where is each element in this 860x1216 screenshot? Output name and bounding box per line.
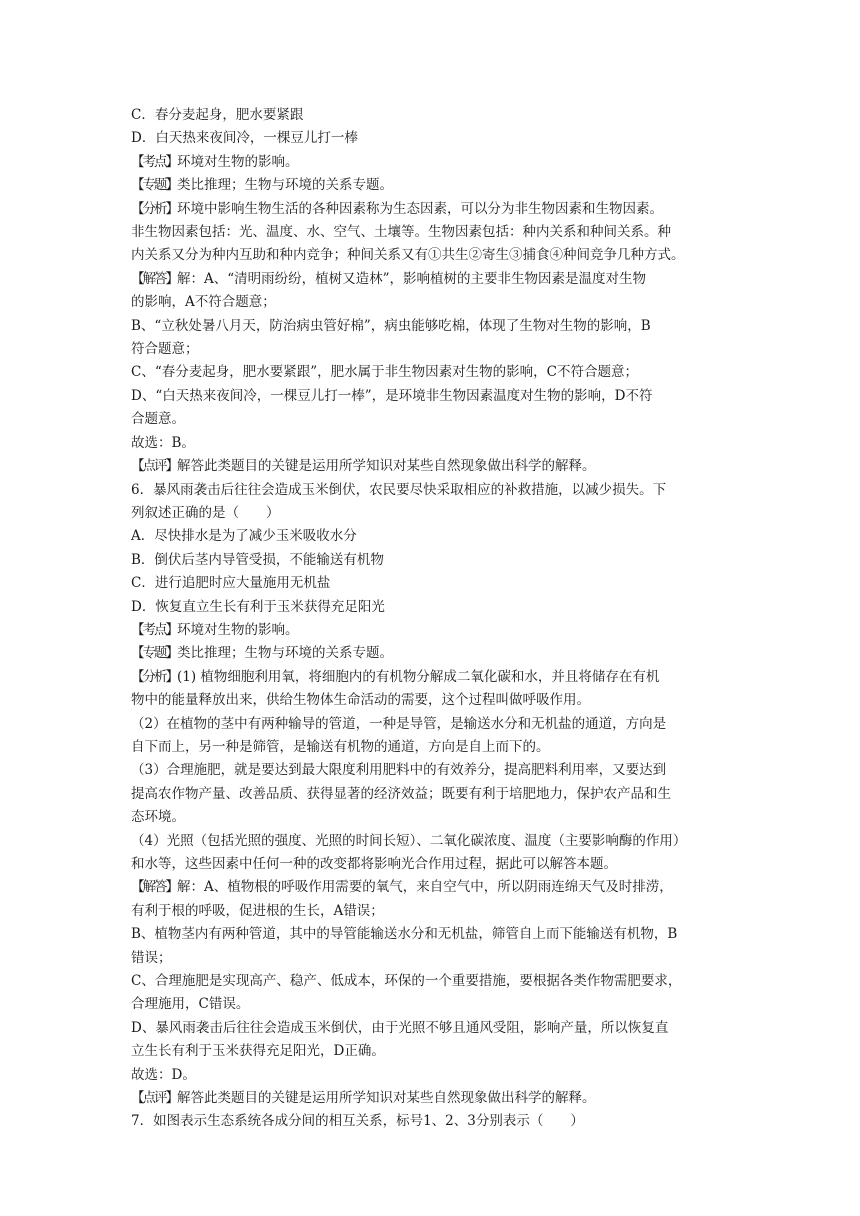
line-text: 故选：B。: [131, 434, 195, 451]
line-text: 有利于根的呼吸，促进根的生长，A错误；: [131, 902, 384, 919]
section-tag: 【分析】: [131, 200, 177, 217]
line-text: 内关系又分为种内互助和种内竞争；种间关系又有①共生②寄生③捕食④种间竞争几种方式。: [131, 247, 685, 264]
section-tag: 【专题】: [131, 177, 177, 194]
line-text: 合理施用，C错误。: [131, 996, 250, 1013]
line-text: A．尽快排水是为了减少玉米吸收水分: [131, 528, 357, 545]
line-text: 环境对生物的影响。: [177, 153, 299, 170]
section-tag: 【分析】: [131, 668, 177, 685]
text-line: [131, 338, 731, 361]
text-line: [131, 385, 731, 408]
line-text: 提高农作物产量、改善品质、获得显著的经济效益；既要有利于培肥地力，保护农产品和生: [131, 785, 671, 802]
section-tag: 【考点】: [131, 621, 177, 638]
line-text: 解答此类题目的关键是运用所学知识对某些自然现象做出科学的解释。: [177, 458, 596, 475]
text-line: [131, 970, 731, 993]
line-text: 解：A、“清明雨纷纷，植树又造林”，影响植树的主要非生物因素是温度对生物: [177, 270, 647, 287]
text-line: [131, 315, 731, 338]
text-line: [131, 619, 731, 642]
text-line: [131, 549, 731, 572]
line-text: D．白天热来夜间冷，一棵豆儿打一棒: [131, 130, 358, 147]
line-text: 符合题意；: [131, 341, 199, 358]
line-text: 自下而上，另一种是筛管，是输送有机物的通道，方向是自上而下的。: [131, 738, 550, 755]
text-line: [131, 127, 731, 150]
section-tag: 【解答】: [131, 270, 177, 287]
text-line: [131, 1064, 731, 1087]
text-line: [131, 174, 731, 197]
line-text: D、暴风雨袭击后往往会造成玉米倒伏，由于光照不够且通风受阻，影响产量，所以恢复直: [131, 1019, 669, 1036]
text-line: [131, 713, 731, 736]
text-line: [131, 361, 731, 384]
line-text: 类比推理；生物与环境的关系专题。: [177, 177, 393, 194]
text-line: [131, 689, 731, 712]
text-line: [131, 525, 731, 548]
line-text: (1) 植物细胞利用氧，将细胞内的有机物分解成二氧化碳和水，并且将储存在有机: [177, 668, 660, 685]
line-text: （4）光照（包括光照的强度、光照的时间长短）、二氧化碳浓度、温度（主要影响酶的作用）: [131, 832, 687, 849]
text-line: [131, 268, 731, 291]
line-text: 解答此类题目的关键是运用所学知识对某些自然现象做出科学的解释。: [177, 1090, 596, 1107]
line-text: 态环境。: [131, 809, 185, 826]
line-text: 故选：D。: [131, 1066, 196, 1083]
text-line: [131, 993, 731, 1016]
text-line: [131, 759, 731, 782]
line-text: 6．暴风雨袭击后往往会造成玉米倒伏，农民要尽快采取相应的补救措施，以减少损失。下: [131, 481, 667, 498]
text-line: [131, 783, 731, 806]
text-line: [131, 502, 731, 525]
line-text: B．倒伏后茎内导管受损，不能输送有机物: [131, 551, 384, 568]
text-line: [131, 923, 731, 946]
line-text: 的影响，A不符合题意；: [131, 294, 276, 311]
line-text: 立生长有利于玉米获得充足阳光，D正确。: [131, 1043, 385, 1060]
line-text: 错误；: [131, 949, 172, 966]
line-text: D．恢复直立生长有利于玉米获得充足阳光: [131, 598, 385, 615]
text-line: [131, 221, 731, 244]
text-line: [131, 104, 731, 127]
text-line: [131, 830, 731, 853]
line-text: B、植物茎内有两种管道，其中的导管能输送水分和无机盐，筛管自上而下能输送有机物，B: [131, 926, 678, 943]
line-text: （3）合理施肥，就是要达到最大限度利用肥料中的有效养分，提高肥料利用率，又要达到: [131, 762, 667, 779]
document-body: [131, 104, 731, 1134]
text-line: [131, 806, 731, 829]
line-text: 物中的能量释放出来，供给生物体生命活动的需要，这个过程叫做呼吸作用。: [131, 692, 590, 709]
text-line: [131, 244, 731, 267]
line-text: 列叙述正确的是（ ）: [131, 504, 280, 521]
text-line: [131, 736, 731, 759]
text-line: [131, 1087, 731, 1110]
line-text: 解：A、植物根的呼吸作用需要的氧气，来自空气中，所以阴雨连绵天气及时排涝，: [177, 879, 673, 896]
text-line: [131, 853, 731, 876]
text-line: [131, 947, 731, 970]
text-line: [131, 900, 731, 923]
section-tag: 【考点】: [131, 153, 177, 170]
section-tag: 【点评】: [131, 458, 177, 475]
line-text: C、合理施肥是实现高产、稳产、低成本，环保的一个重要措施，要根据各类作物需肥要求，: [131, 973, 682, 990]
line-text: 环境中影响生物生活的各种因素称为生态因素，可以分为非生物因素和生物因素。: [177, 200, 663, 217]
text-line: [131, 666, 731, 689]
line-text: C．春分麦起身，肥水要紧跟: [131, 107, 304, 123]
line-text: D、“白天热来夜间冷，一棵豆儿打一棒”，是环境非生物因素温度对生物的影响，D不符: [131, 387, 653, 404]
line-text: 类比推理；生物与环境的关系专题。: [177, 645, 393, 662]
text-line: [131, 1017, 731, 1040]
text-line: [131, 642, 731, 665]
text-line: [131, 151, 731, 174]
line-text: C．进行追肥时应大量施用无机盐: [131, 575, 331, 592]
line-text: （2）在植物的茎中有两种输导的管道，一种是导管，是输送水分和无机盐的通道，方向是: [131, 715, 667, 732]
line-text: B、“立秋处暑八月天，防治病虫管好棉”，病虫能够吃棉，体现了生物对生物的影响，B: [131, 317, 651, 334]
text-line: [131, 1040, 731, 1063]
text-line: [131, 876, 731, 899]
text-line: [131, 479, 731, 502]
text-line: [131, 1110, 731, 1133]
text-line: [131, 455, 731, 478]
section-tag: 【专题】: [131, 645, 177, 662]
line-text: 环境对生物的影响。: [177, 621, 299, 638]
text-line: [131, 198, 731, 221]
line-text: 合题意。: [131, 411, 185, 428]
text-line: [131, 432, 731, 455]
line-text: C、“春分麦起身，肥水要紧跟”，肥水属于非生物因素对生物的影响，C不符合题意；: [131, 364, 638, 381]
section-tag: 【点评】: [131, 1090, 177, 1107]
text-line: [131, 291, 731, 314]
text-line: [131, 408, 731, 431]
text-line: [131, 596, 731, 619]
line-text: 7．如图表示生态系统各成分间的相互关系，标号1、2、3分别表示（ ）: [131, 1113, 584, 1130]
text-line: [131, 572, 731, 595]
line-text: 和水等，这些因素中任何一种的改变都将影响光合作用过程，据此可以解答本题。: [131, 856, 617, 872]
section-tag: 【解答】: [131, 879, 177, 896]
line-text: 非生物因素包括：光、温度、水、空气、土壤等。生物因素包括：种内关系和种间关系。种: [131, 224, 671, 241]
